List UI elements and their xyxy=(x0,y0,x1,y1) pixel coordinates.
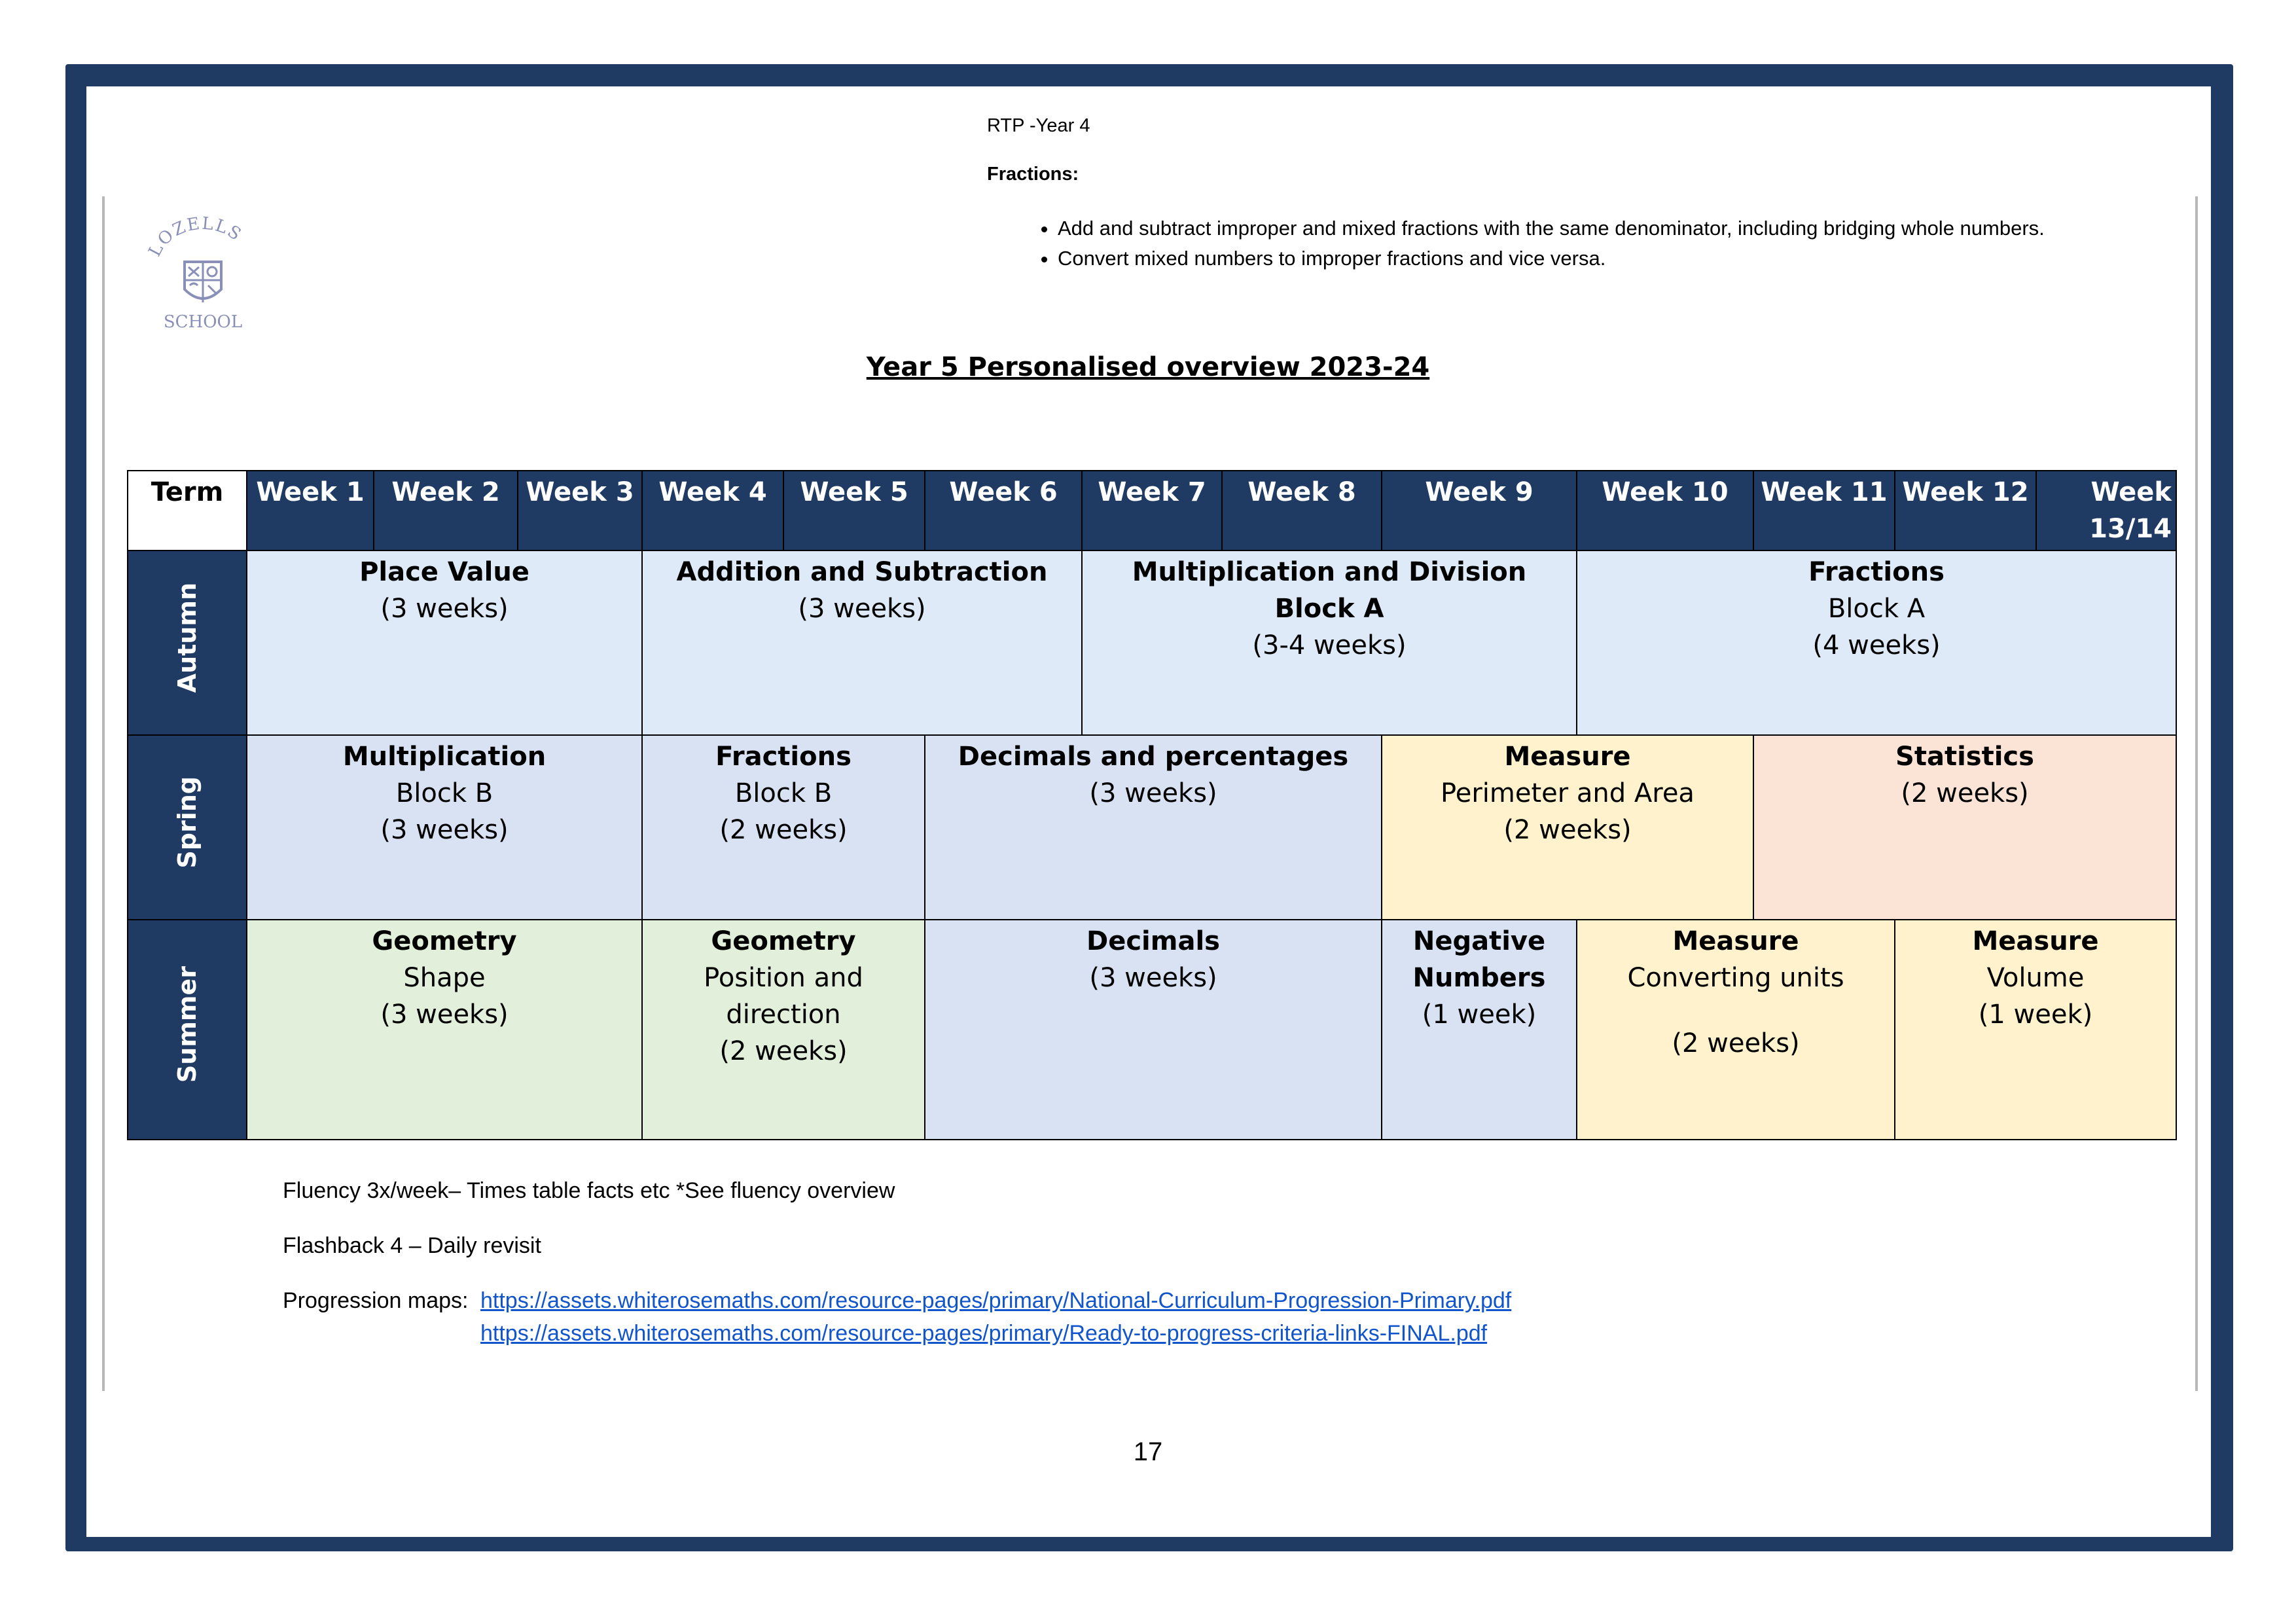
block-cell: Measure Perimeter and Area (2 weeks) xyxy=(1382,735,1753,920)
term-label-summer: Summer xyxy=(128,920,247,1140)
week-header: Week 7 xyxy=(1082,471,1222,550)
spring-row xyxy=(128,735,2176,920)
term-header: Term xyxy=(128,471,247,550)
block-cell: Geometry Shape (3 weeks) xyxy=(247,920,642,1140)
block-cell: Decimals and percentages (3 weeks) xyxy=(925,735,1382,920)
block-cell: Multiplication Block B (3 weeks) xyxy=(247,735,642,920)
progression-link-ready-to-progress[interactable]: https://assets.whiterosemaths.com/resource-pages/primary/Ready-to-progress-criteria-links-FINAL.pdf xyxy=(480,1321,1488,1346)
week-header: Week 4 xyxy=(642,471,783,550)
bullet-item: • Convert mixed numbers to improper fractions and vice versa. xyxy=(1058,244,2045,274)
fractions-label: Fractions: xyxy=(987,164,1079,185)
logo-top-text: LOZELLS xyxy=(145,216,245,260)
block-cell: Measure Converting units (2 weeks) xyxy=(1577,920,1895,1140)
week-header: Week 12 xyxy=(1895,471,2036,550)
overview-table xyxy=(127,470,2177,1140)
logo-bottom-text: SCHOOL xyxy=(163,312,243,332)
block-cell: Decimals (3 weeks) xyxy=(925,920,1382,1140)
rtp-label: RTP -Year 4 xyxy=(987,115,1090,136)
rtp-bullet-list xyxy=(1021,213,2045,274)
week-header: Week 8 xyxy=(1222,471,1382,550)
term-label-spring: Spring xyxy=(128,735,247,920)
page-title: Year 5 Personalised overview 2023-24 xyxy=(866,352,1430,382)
autumn-row xyxy=(128,550,2176,735)
page-number: 17 xyxy=(1133,1437,1163,1466)
summer-row xyxy=(128,920,2176,1140)
week-header: Week 10 xyxy=(1577,471,1753,550)
week-header: Week 3 xyxy=(518,471,642,550)
week-header: Week 6 xyxy=(925,471,1082,550)
week-header: Week 5 xyxy=(783,471,925,550)
block-cell: Fractions Block B (2 weeks) xyxy=(642,735,925,920)
block-cell: Negative Numbers (1 week) xyxy=(1382,920,1577,1140)
block-cell: Measure Volume (1 week) xyxy=(1895,920,2176,1140)
table-header-row xyxy=(128,471,2176,550)
block-cell: Place Value (3 weeks) xyxy=(247,550,642,735)
term-label-autumn: Autumn xyxy=(128,550,247,735)
week-header: Week 9 xyxy=(1382,471,1577,550)
week-header: Week 2 xyxy=(374,471,518,550)
school-logo xyxy=(144,216,262,334)
block-cell: Statistics (2 weeks) xyxy=(1753,735,2176,920)
block-cell: Addition and Subtraction (3 weeks) xyxy=(642,550,1082,735)
bullet-item: • Add and subtract improper and mixed fractions with the same denominator, including bridging whole numbers. xyxy=(1058,213,2045,244)
svg-text:LOZELLS xyxy=(145,216,245,260)
week-header: Week 11 xyxy=(1753,471,1895,550)
week-header: Week 1 xyxy=(247,471,374,550)
flashback-note: Flashback 4 – Daily revisit xyxy=(283,1233,541,1258)
block-cell: Fractions Block A (4 weeks) xyxy=(1577,550,2176,735)
block-cell: Geometry Position and direction (2 weeks) xyxy=(642,920,925,1140)
progression-label: Progression maps: xyxy=(283,1288,469,1313)
block-cell: Multiplication and Division Block A (3-4 weeks) xyxy=(1082,550,1577,735)
fluency-note: Fluency 3x/week– Times table facts etc *See fluency overview xyxy=(283,1178,895,1203)
week-header: Week 13/14 xyxy=(2036,471,2176,550)
progression-link-national-curriculum[interactable]: https://assets.whiterosemaths.com/resource-pages/primary/National-Curriculum-Progression-Primary.pdf xyxy=(480,1288,1512,1313)
